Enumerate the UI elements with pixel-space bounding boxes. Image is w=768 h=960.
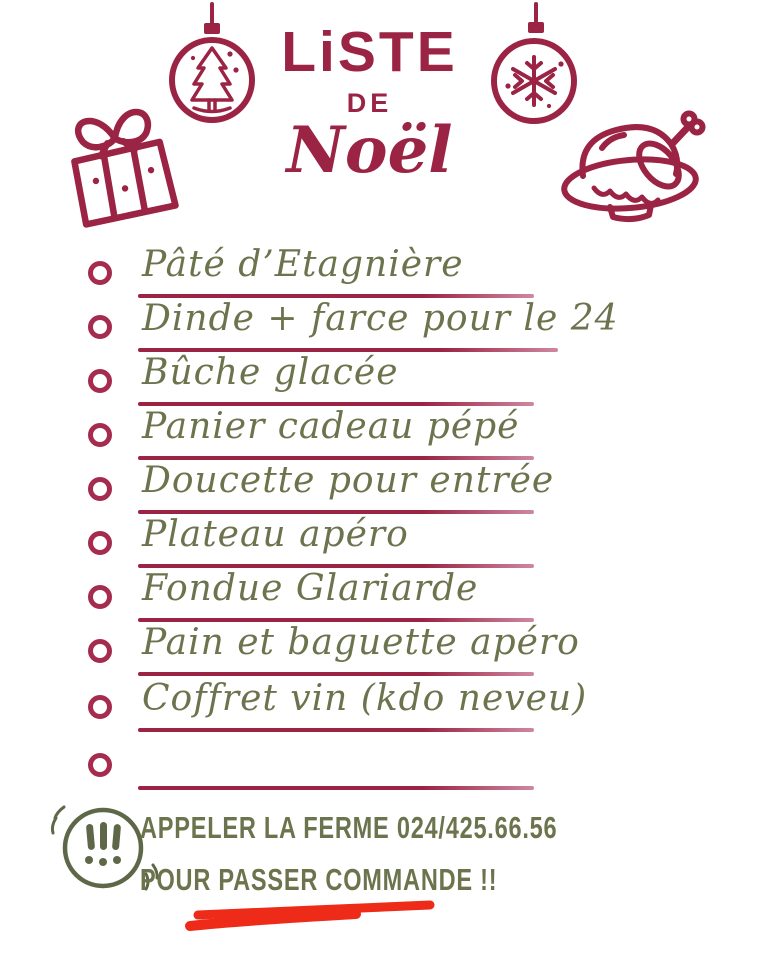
title-de: DE bbox=[346, 88, 393, 118]
list-item bbox=[0, 460, 768, 516]
list-item bbox=[0, 298, 768, 354]
list-item bbox=[0, 742, 768, 792]
list-item bbox=[0, 244, 768, 300]
list-item bbox=[0, 568, 768, 624]
list-item-label: Panier cadeau pépé bbox=[142, 406, 520, 447]
list-item bbox=[0, 622, 768, 678]
footer-line-phone: APPELER LA FERME 024/425.66.56 bbox=[140, 810, 558, 845]
list-item bbox=[0, 678, 768, 734]
list-item-label: Pain et baguette apéro bbox=[142, 622, 580, 663]
list-item-underline bbox=[138, 728, 534, 732]
list-item-label: Plateau apéro bbox=[142, 514, 409, 555]
poster-title bbox=[262, 20, 477, 188]
checkbox-circle bbox=[88, 585, 112, 609]
checkbox-circle bbox=[88, 753, 112, 777]
checkbox-circle bbox=[88, 531, 112, 555]
title-noel: Noël bbox=[286, 113, 453, 188]
list-item-label: Doucette pour entrée bbox=[142, 460, 555, 501]
list-item-label: Fondue Glariarde bbox=[142, 568, 479, 609]
list-item-label: Coffret vin (kdo neveu) bbox=[142, 678, 588, 719]
checkbox-circle bbox=[88, 369, 112, 393]
list-item-underline bbox=[138, 786, 534, 790]
turkey-platter-icon bbox=[558, 108, 710, 223]
red-scribble-underline bbox=[184, 898, 444, 934]
footer-line-order: POUR PASSER COMMANDE !! bbox=[140, 862, 498, 897]
footer-call-to-action bbox=[140, 802, 620, 906]
list-item-label: Bûche glacée bbox=[142, 352, 399, 393]
list-item-label: Pâté d’Etagnière bbox=[142, 244, 464, 285]
title-liste: LiSTE bbox=[281, 20, 458, 84]
checkbox-circle bbox=[88, 261, 112, 285]
checkbox-circle bbox=[88, 695, 112, 719]
list-item-label: Dinde + farce pour le 24 bbox=[142, 298, 619, 339]
list-item bbox=[0, 352, 768, 408]
checkbox-circle bbox=[88, 315, 112, 339]
checkbox-circle bbox=[88, 423, 112, 447]
list-item-underline bbox=[138, 672, 534, 676]
list-item bbox=[0, 514, 768, 570]
checkbox-circle bbox=[88, 639, 112, 663]
list-item bbox=[0, 406, 768, 462]
checkbox-circle bbox=[88, 477, 112, 501]
bauble-tree-icon bbox=[166, 2, 258, 128]
